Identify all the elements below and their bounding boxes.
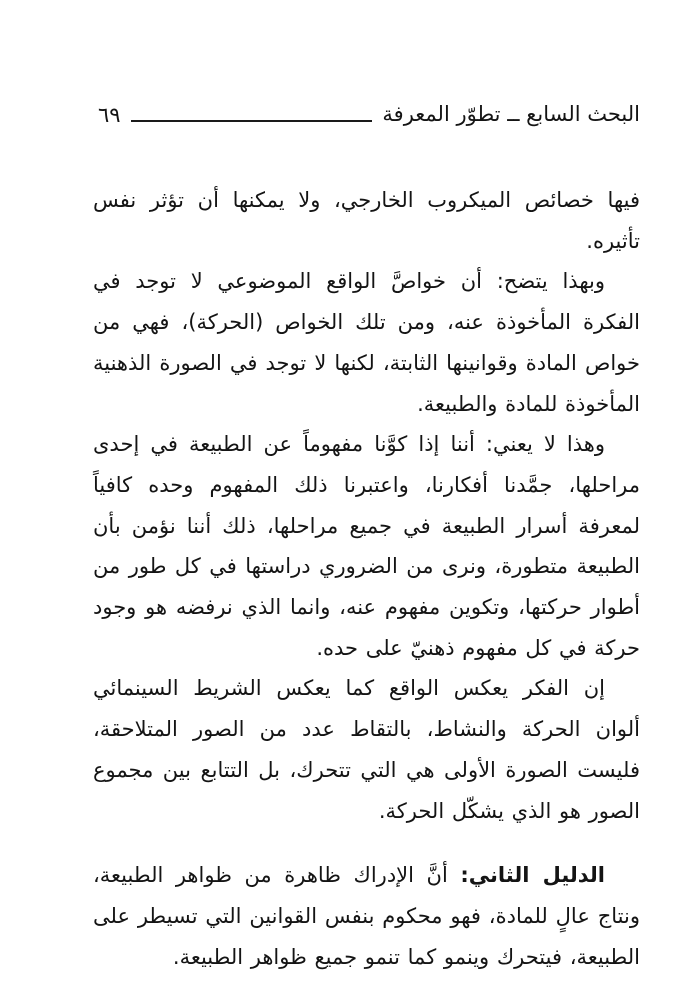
chapter-title: البحث السابع ــ تطوّر المعرفة [382, 102, 640, 126]
paragraph-lead: الدليل الثاني: [460, 863, 606, 888]
paragraph-text: وبهذا يتضح: أن خواصَّ الواقع الموضوعي لا توجد في الفكرة المأخوذة عنه، ومن تلك الخواص (الحركة)، فهي من خواص المادة وقوانينها الثابتة، لكنها لا توجد في الصورة الذهنية المأخوذة للمادة والطبيعة. [93, 269, 640, 416]
page-body [0, 180, 692, 977]
paragraph-text: إن الفكر يعكس الواقع كما يعكس الشريط السينمائي ألوان الحركة والنشاط، بالتقاط عدد من الصور المتلاحقة، فليست الصورة الأولى هي التي تتحرك، بل التتابع بين مجموع الصور هو الذي يشكّل الحركة. [93, 676, 640, 823]
paragraph [93, 261, 640, 424]
paragraph [93, 855, 640, 977]
paragraph [93, 424, 640, 668]
paragraph [93, 180, 640, 261]
paragraph [93, 668, 640, 831]
paragraph-text: وهذا لا يعني: أننا إذا كوَّنا مفهوماً عن الطبيعة في إحدى مراحلها، جمَّدنا أفكارنا، واعتبرنا ذلك المفهوم وحده كافياً لمعرفة أسرار الطبيعة في جميع مراحلها، ذلك أننا نؤمن بأن الطبيعة متطورة، ونرى من الضروري دراستها في كل طور من أطوار حركتها، وتكوين مفهوم عنه، وانما الذي نرفضه هو وجود حركة في كل مفهوم ذهنيّ على حده. [93, 432, 640, 660]
header-rule [131, 120, 373, 122]
page-number: ٦٩ [98, 103, 121, 127]
paragraph-text: أنَّ الإدراك ظاهرة من ظواهر الطبيعة، ونتاج عالٍ للمادة، فهو محكوم بنفس القوانين التي تسيطر على الطبيعة، فيتحرك وينمو كما تنمو جميع ظواهر الطبيعة. [93, 863, 640, 969]
page-header [0, 94, 692, 134]
paragraph-text: فيها خصائص الميكروب الخارجي، ولا يمكنها أن تؤثر نفس تأثيره. [93, 188, 640, 253]
